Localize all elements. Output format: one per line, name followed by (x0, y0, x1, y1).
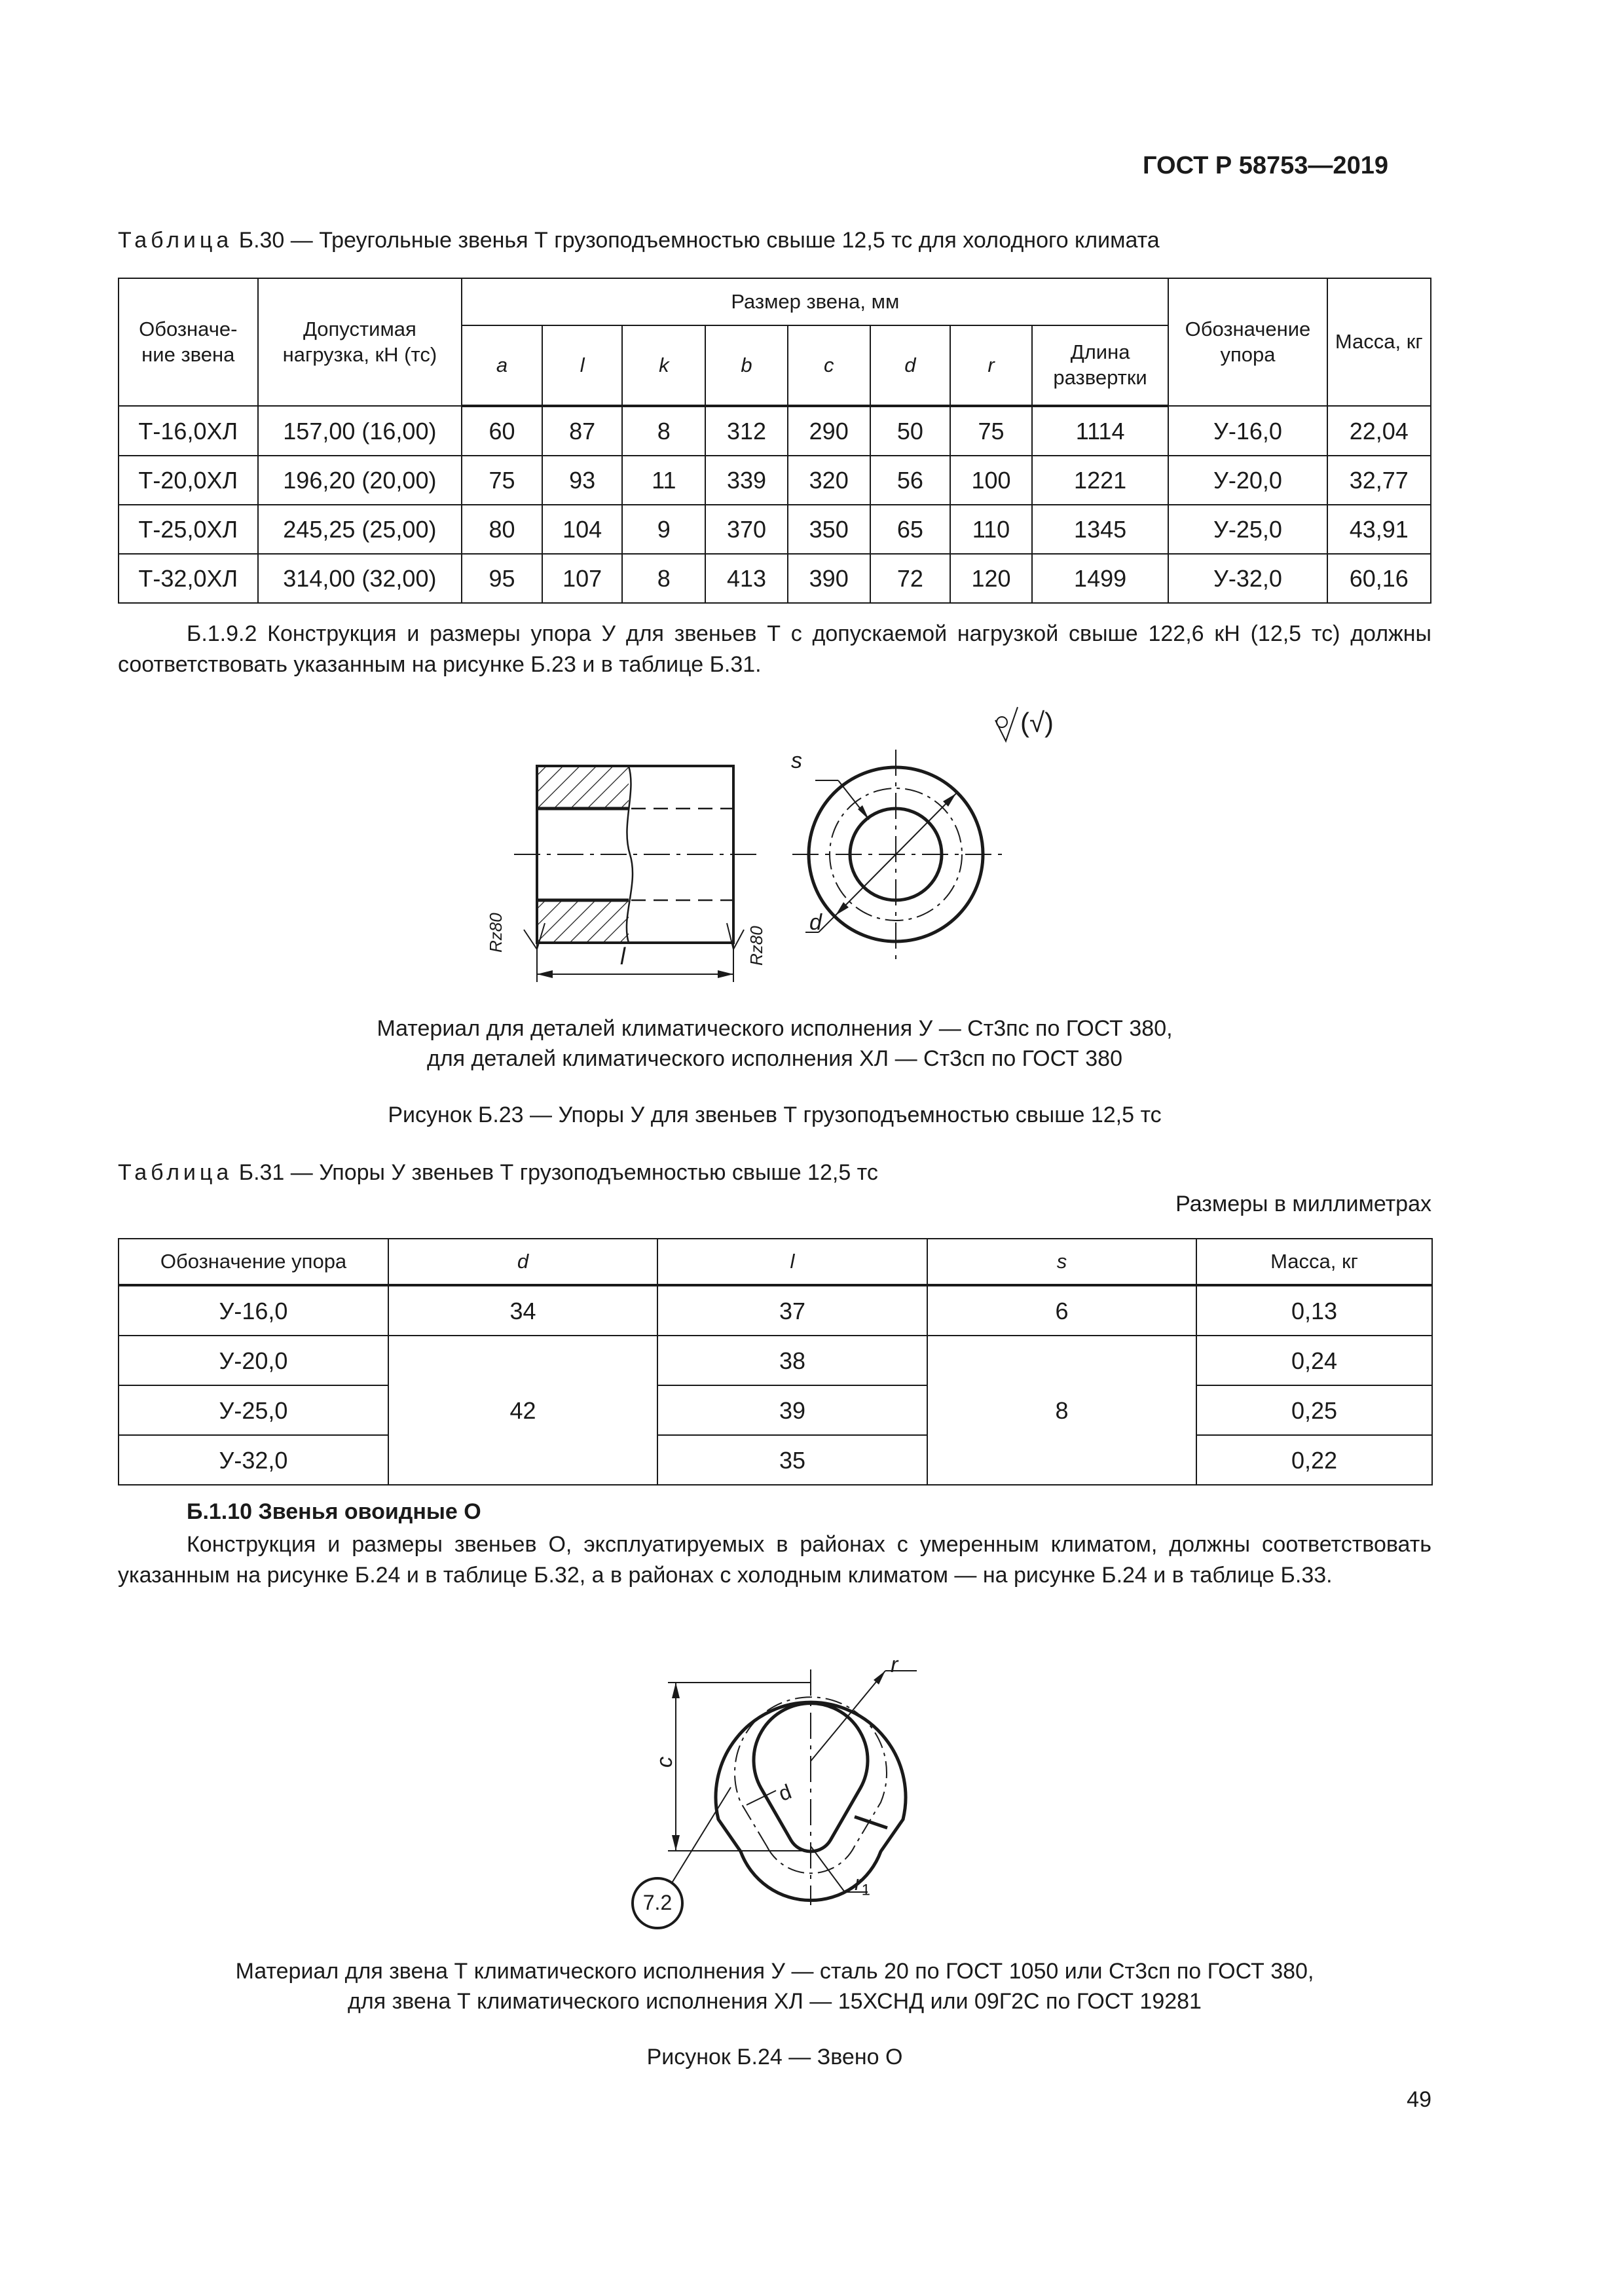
table-row (119, 1336, 1432, 1385)
cell-d: 72 (870, 554, 951, 603)
table-b31-units-note: Размеры в миллиметрах (1175, 1192, 1431, 1216)
cell-mass: 0,24 (1196, 1336, 1432, 1385)
table-b31-caption (118, 1160, 878, 1186)
table-word: Таблица (118, 1160, 233, 1185)
fig23-material-line1: Материал для деталей климатического исполнения У — Ст3пс по ГОСТ 380, (377, 1016, 1173, 1041)
cell-mass: 0,25 (1196, 1385, 1432, 1435)
paragraph-b192: Б.1.9.2 Конструкция и размеры упора У для звеньев Т с допускаемой нагрузкой свыше 122,6 кН (12,5 тс) должны соответствовать указанным на рисунке Б.23 и в таблице Б.31. (118, 621, 1431, 677)
table-row (119, 456, 1431, 505)
table-row (119, 505, 1431, 554)
stop-side-view (514, 766, 760, 982)
cell-load: 196,20 (20,00) (258, 456, 462, 505)
header-b: b (705, 325, 788, 406)
cell-a: 75 (462, 456, 542, 505)
cell-name: У-16,0 (119, 1285, 388, 1336)
table-b30-caption-text: Б.30 — Треугольные звенья Т грузоподъемностью свыше 12,5 тс для холодного климата (232, 228, 1160, 253)
fig24-material-line1: Материал для звена Т климатического исполнения У — сталь 20 по ГОСТ 1050 или Ст3сп по ГОСТ 380, (235, 1959, 1314, 1984)
cell-c: 320 (788, 456, 870, 505)
header-mass: Масса, кг (1196, 1239, 1432, 1285)
cell-length: 1221 (1032, 456, 1169, 505)
cell-d-merged: 42 (388, 1336, 657, 1485)
fig24-label-c: c (652, 1757, 677, 1768)
table-word: Таблица (118, 228, 233, 253)
cell-stop: У-32,0 (1168, 554, 1327, 603)
table-b30-caption (118, 228, 1160, 253)
header-k: k (622, 325, 705, 406)
cell-stop: У-20,0 (1168, 456, 1327, 505)
header-s: s (927, 1239, 1196, 1285)
cell-mass: 0,22 (1196, 1435, 1432, 1485)
cell-d: 56 (870, 456, 951, 505)
header-designation: Обозначение упора (119, 1239, 388, 1285)
header-size-group: Размер звена, мм (462, 278, 1168, 325)
cell-c: 390 (788, 554, 870, 603)
cell-b: 339 (705, 456, 788, 505)
section-b110-heading: Б.1.10 Звенья овоидные О (187, 1499, 481, 1524)
table-b30 (118, 278, 1431, 604)
cell-d: 50 (870, 406, 951, 456)
cell-k: 11 (622, 456, 705, 505)
cell-b: 312 (705, 406, 788, 456)
cell-name: У-20,0 (119, 1336, 388, 1385)
cell-l: 87 (542, 406, 623, 456)
table-row (119, 554, 1431, 603)
fig24-label-r1-base: r (855, 1871, 862, 1895)
cell-mass: 60,16 (1327, 554, 1431, 603)
cell-load: 157,00 (16,00) (258, 406, 462, 456)
cell-r: 110 (950, 505, 1032, 554)
cell-l: 38 (657, 1336, 927, 1385)
fig24-label-d: d (775, 1779, 795, 1806)
cell-length: 1114 (1032, 406, 1169, 456)
cell-b: 370 (705, 505, 788, 554)
header-length: Длина развертки (1032, 325, 1169, 406)
fig23-caption: Рисунок Б.23 — Упоры У для звеньев Т грузоподъемностью свыше 12,5 тс (388, 1102, 1162, 1127)
cell-name: У-25,0 (119, 1385, 388, 1435)
cell-stop: У-25,0 (1168, 505, 1327, 554)
header-l: l (542, 325, 623, 406)
table-row (119, 406, 1431, 456)
fig24-material-line2: для звена Т климатического исполнения ХЛ — 15ХСНД или 09Г2С по ГОСТ 19281 (348, 1989, 1202, 2014)
fig23-label-l: l (620, 943, 625, 970)
cell-load: 314,00 (32,00) (258, 554, 462, 603)
section-b110-text: Конструкция и размеры звеньев О, эксплуатируемых в районах с умеренным климатом, должны соответствовать указанным на рисунке Б.24 и в таблице Б.32, а в районах с холодным климатом — на рисунке Б.24 и в таблице Б.33. (118, 1532, 1431, 1588)
header-designation: Обозначе- ние звена (119, 278, 258, 406)
cell-r: 100 (950, 456, 1032, 505)
fig23-roughness-symbol: (√) (1020, 707, 1054, 738)
header-mass: Масса, кг (1327, 278, 1431, 406)
cell-a: 95 (462, 554, 542, 603)
cell-mass: 43,91 (1327, 505, 1431, 554)
cell-a: 80 (462, 505, 542, 554)
cell-load: 245,25 (25,00) (258, 505, 462, 554)
page-number: 49 (1407, 2087, 1431, 2112)
table-row (119, 1435, 1432, 1485)
cell-l: 37 (657, 1285, 927, 1336)
document-standard-header: ГОСТ Р 58753—2019 (1143, 152, 1388, 179)
fig23-label-s: s (791, 748, 802, 773)
cell-b: 413 (705, 554, 788, 603)
header-load: Допустимая нагрузка, кН (тс) (258, 278, 462, 406)
fig24-label-r: r (891, 1652, 898, 1677)
cell-r: 75 (950, 406, 1032, 456)
header-c: c (788, 325, 870, 406)
cell-name: У-32,0 (119, 1435, 388, 1485)
figure-b24-drawing (629, 1630, 969, 1944)
cell-l: 93 (542, 456, 623, 505)
stop-front-view (792, 707, 1018, 959)
cell-c: 290 (788, 406, 870, 456)
header-a: a (462, 325, 542, 406)
header-l: l (657, 1239, 927, 1285)
cell-s: 6 (927, 1285, 1196, 1336)
cell-l: 104 (542, 505, 623, 554)
figure-b23-drawing (485, 694, 1074, 1002)
cell-d: 65 (870, 505, 951, 554)
cell-name: Т-20,0ХЛ (119, 456, 258, 505)
cell-d: 34 (388, 1285, 657, 1336)
cell-name: Т-25,0ХЛ (119, 505, 258, 554)
cell-l: 39 (657, 1385, 927, 1435)
cell-k: 8 (622, 554, 705, 603)
cell-c: 350 (788, 505, 870, 554)
cell-length: 1345 (1032, 505, 1169, 554)
fig23-label-d: d (809, 910, 822, 935)
table-row (119, 1285, 1432, 1336)
fig24-caption: Рисунок Б.24 — Звено О (646, 2045, 903, 2069)
cell-r: 120 (950, 554, 1032, 603)
cell-l: 107 (542, 554, 623, 603)
fig24-label-r1 (855, 1871, 870, 1899)
cell-mass: 22,04 (1327, 406, 1431, 456)
cell-k: 9 (622, 505, 705, 554)
cell-s-merged: 8 (927, 1336, 1196, 1485)
cell-mass: 0,13 (1196, 1285, 1432, 1336)
cell-k: 8 (622, 406, 705, 456)
table-row (119, 1385, 1432, 1435)
header-d: d (388, 1239, 657, 1285)
cell-stop: У-16,0 (1168, 406, 1327, 456)
table-b31-caption-text: Б.31 — Упоры У звеньев Т грузоподъемностью свыше 12,5 тс (232, 1160, 878, 1185)
header-r: r (950, 325, 1032, 406)
cell-name: Т-32,0ХЛ (119, 554, 258, 603)
cell-a: 60 (462, 406, 542, 456)
cell-length: 1499 (1032, 554, 1169, 603)
table-b31 (118, 1238, 1433, 1485)
cell-name: Т-16,0ХЛ (119, 406, 258, 456)
fig23-rz-right: Rz80 (747, 926, 766, 966)
fig24-callout-7-2: 7.2 (642, 1891, 673, 1914)
fig24-label-r1-sub: 1 (861, 1881, 871, 1899)
header-stop: Обозначение упора (1168, 278, 1327, 406)
fig23-material-line2: для деталей климатического исполнения ХЛ — Ст3сп по ГОСТ 380 (426, 1046, 1122, 1071)
fig23-rz-left: Rz80 (486, 913, 506, 953)
cell-mass: 32,77 (1327, 456, 1431, 505)
header-d: d (870, 325, 951, 406)
cell-l: 35 (657, 1435, 927, 1485)
